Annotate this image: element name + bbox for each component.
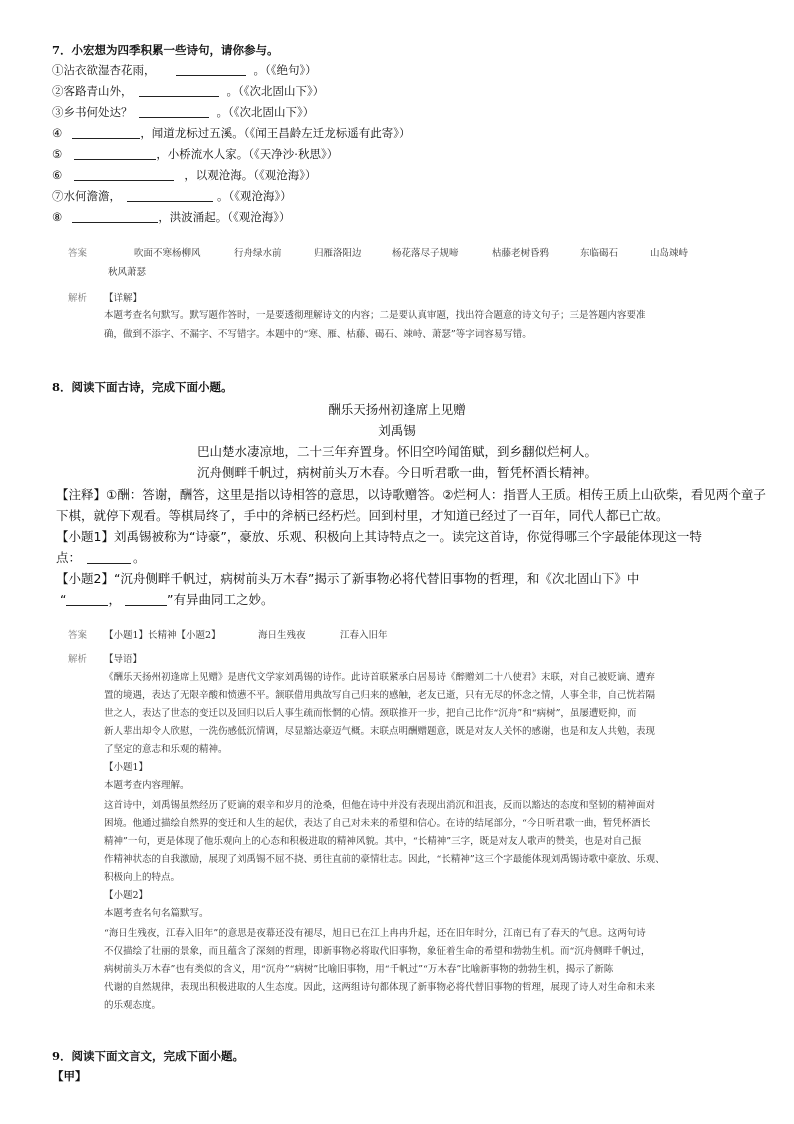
q7-title: 7．小宏想为四季积累一些诗句，请你参与。 xyxy=(52,43,279,57)
poem-author: 刘禹锡 xyxy=(378,423,416,438)
q7-line-5 xyxy=(52,146,338,162)
q7-line-4 xyxy=(52,125,411,141)
q7-line-text: ④ xyxy=(52,126,63,140)
q7-line-text: ⑥ xyxy=(52,168,63,182)
q7-analysis-label: 解析 xyxy=(68,293,88,304)
q7-line-source: 。（《次北固山下》） xyxy=(226,84,325,98)
q7-answer-label: 答案 xyxy=(68,248,88,259)
sub1-question-end xyxy=(56,548,146,566)
daoyu-line-4: 新人辈出却令人欣慰，一洗伤感低沉情调，尽显豁达豪迈气概。末联点明酬赠题意，既是对友人关怀的感谢，也是和友人共勉，表现 xyxy=(104,726,656,737)
poem-line-1: 巴山楚水凄凉地，二十三年弃置身。怀旧空吟闻笛赋，到乡翻似烂柯人。 xyxy=(196,444,597,459)
q7-line-source: 。（《次北固山下》） xyxy=(216,105,315,119)
q7-line-2 xyxy=(52,83,324,99)
s2-line-4: 病树前头万木春”也有类似的含义，用“沉舟”“病树”比喻旧事物，用“千帆过”“万木春”比喻新事物的勃勃生机，揭示了新陈 xyxy=(104,964,614,975)
q7-answer-7: 山岛竦峙 xyxy=(650,248,689,259)
daoyu-line-5: 了坚定的意志和乐观的精神。 xyxy=(104,744,228,755)
fill-blank[interactable] xyxy=(125,594,167,606)
sub1-end: 。 xyxy=(133,550,146,565)
q7-line-text: ⑦水何澹澹， xyxy=(52,189,121,203)
q7-line-source: ，以观沧海。（《观沧海》） xyxy=(184,168,317,182)
q7-answer-8: 秋风萧瑟 xyxy=(108,267,147,278)
q7-analysis-head: 【详解】 xyxy=(104,293,143,304)
q7-line-text: ②客路青山外， xyxy=(52,84,133,98)
q7-line-source: ，洪波涌起。（《观沧海》） xyxy=(158,210,291,224)
s2-head: 【小题2】 xyxy=(104,890,149,901)
fill-blank[interactable] xyxy=(87,552,131,564)
daoyu-line-1: 《酬乐天扬州初逢席上见赠》是唐代文学家刘禹锡的诗作。此诗首联紧承白居易诗《醉赠刘二十八使君》末联，对自己被贬谪、遭弃 xyxy=(104,672,656,683)
s1-line-3: 困境。他通过描绘自然界的变迁和人生的起伏，表达了自己对未来的希望和信心。在诗的结尾部分，“今日听君歌一曲，暂凭杯酒长 xyxy=(104,818,651,829)
q7-line-source: ，小桥流水人家。（《天净沙·秋思》） xyxy=(156,147,339,161)
q8-answer-b: 江春入旧年 xyxy=(340,630,388,641)
sub2-comma: ， xyxy=(108,592,121,607)
q7-line-8 xyxy=(52,209,291,225)
sub1-label: 点： xyxy=(56,550,82,565)
s2-line-2: “海日生残夜，江春入旧年”的意思是夜幕还没有褪尽，旭日已在江上冉冉升起，还在旧年时分，江南已有了春天的气息。这两句诗 xyxy=(104,928,646,939)
fill-blank[interactable] xyxy=(74,148,156,160)
q8-answer-a: 海日生残夜 xyxy=(258,630,306,641)
s2-line-3: 不仅描绘了壮丽的景象，而且蕴含了深刻的哲理，即新事物必将取代旧事物，象征着生命的希望和勃勃生机。而“沉舟侧畔千帆过， xyxy=(104,946,651,957)
q7-answer-2: 行舟绿水前 xyxy=(234,248,282,259)
poem-title: 酬乐天扬州初逢席上见赠 xyxy=(328,402,466,417)
q7-answer-1: 吹面不寒杨柳风 xyxy=(134,248,201,259)
sub1-question: 【小题1】刘禹锡被称为“诗豪”，豪放、乐观、积极向上其诗特点之一。读完这首诗，你觉得哪三个字最能体现这一特 xyxy=(56,529,702,544)
s2-line-6: 的乐观态度。 xyxy=(104,1000,162,1011)
q7-line-7 xyxy=(52,188,292,204)
q7-line-3 xyxy=(52,104,314,120)
fill-blank[interactable] xyxy=(72,211,158,223)
s1-line-5: 作精神状态的自我激励，展现了刘禹锡不屈不挠、勇往直前的豪情壮志。因此，“长精神”这三个字最能体现刘禹锡诗歌中豪放、乐观、 xyxy=(104,854,665,865)
fill-blank[interactable] xyxy=(127,190,213,202)
daoyu-line-3: 世之人，表达了世态的变迁以及回归以后人事生疏而怅惘的心情。颈联推开一步，把自己比作“沉舟”和“病树”，虽屡遭贬抑，而 xyxy=(104,708,637,719)
sub2-question: 【小题2】“沉舟侧畔千帆过，病树前头万木春”揭示了新事物必将代替旧事物的哲理，和《次北固山下》中 xyxy=(56,571,640,586)
s2-line-5: 代谢的自然规律，表现出积极进取的人生态度。因此，这两组诗句都体现了新事物必将代替旧事物的哲理，展现了诗人对生命和未来 xyxy=(104,982,656,993)
q8-analysis-label: 解析 xyxy=(68,654,88,665)
daoyu-line-2: 置的境遇，表达了无限辛酸和愤懑不平。颔联借用典故写自己归来的感触，老友已逝，只有无尽的怀念之情，人事全非，自己恍若隔 xyxy=(104,690,656,701)
poem-line-2: 沉舟侧畔千帆过，病树前头万木春。今日听君歌一曲，暂凭杯酒长精神。 xyxy=(196,465,597,480)
s1-line-4: 精神”一句，更是体现了他乐观向上的心态和积极进取的精神风貌。其中，“长精神”三字，既是对友人歌声的赞美，也是对自己振 xyxy=(104,836,642,847)
s1-line-1: 本题考查内容理解。 xyxy=(104,780,190,791)
q7-line-text: ③乡书何处达？ xyxy=(52,105,133,119)
q7-line-text: ①沾衣欲湿杏花雨， xyxy=(52,63,156,77)
fill-blank[interactable] xyxy=(176,64,246,76)
q7-analysis-line-1: 本题考查名句默写。默写题作答时，一是要透彻理解诗文的内容；二是要认真审题，找出符合题意的诗文句子；三是答题内容要准 xyxy=(104,310,646,321)
s1-head: 【小题1】 xyxy=(104,762,149,773)
sub2-question-end xyxy=(60,590,273,608)
q7-line-source: ，闻道龙标过五溪。（《闻王昌龄左迁龙标遥有此寄》） xyxy=(140,126,411,140)
s1-line-6: 积极向上的特点。 xyxy=(104,872,181,883)
sub2-open-quote: “ xyxy=(60,592,67,607)
q7-line-source: 。（《绝句》） xyxy=(253,63,317,77)
fill-blank[interactable] xyxy=(66,594,108,606)
q7-line-6 xyxy=(52,167,317,183)
q9-jia: 【甲】 xyxy=(52,1069,87,1083)
daoyu-head: 【导语】 xyxy=(104,654,143,665)
fill-blank[interactable] xyxy=(74,169,174,181)
q7-line-1 xyxy=(52,62,317,78)
sub2-end: ”有异曲同工之妙。 xyxy=(167,592,274,607)
s2-line-1: 本题考查名句名篇默写。 xyxy=(104,908,209,919)
fill-blank[interactable] xyxy=(72,127,140,139)
q8-answer-label: 答案 xyxy=(68,630,88,641)
q7-analysis-line-2: 确，做到不添字、不漏字、不写错字。本题中的“寒、雁、枯藤、碣石、竦峙、萧瑟”等字词容易写错。 xyxy=(104,329,532,340)
poem-notes-1: 【注释】①酬：答谢，酬答，这里是指以诗相答的意思，以诗歌赠答。②烂柯人：指晋人王质。相传王质上山砍柴，看见两个童子 xyxy=(56,487,766,502)
poem-notes-2: 下棋，就停下观看。等棋局终了，手中的斧柄已经朽烂。回到村里，才知道已经过了一百年，同代人都已亡故。 xyxy=(56,508,669,523)
q7-answer-4: 杨花落尽子规啼 xyxy=(392,248,459,259)
s1-line-2: 这首诗中，刘禹锡虽然经历了贬谪的艰辛和岁月的沧桑，但他在诗中并没有表现出消沉和沮丧，反而以豁达的态度和坚韧的精神面对 xyxy=(104,800,656,811)
q7-line-source: 。（《观沧海》） xyxy=(217,189,292,203)
q7-line-text: ⑧ xyxy=(52,210,63,224)
q9-title: 9．阅读下面文言文，完成下面小题。 xyxy=(52,1049,244,1063)
q7-answer-3: 归雁洛阳边 xyxy=(314,248,362,259)
q7-line-text: ⑤ xyxy=(52,147,63,161)
fill-blank[interactable] xyxy=(139,85,219,97)
q7-answer-6: 东临碣石 xyxy=(580,248,619,259)
q8-title: 8．阅读下面古诗，完成下面小题。 xyxy=(52,380,233,394)
q7-answer-5: 枯藤老树昏鸦 xyxy=(492,248,550,259)
fill-blank[interactable] xyxy=(139,106,209,118)
q8-answer-text: 【小题1】长精神【小题2】 xyxy=(104,630,221,641)
